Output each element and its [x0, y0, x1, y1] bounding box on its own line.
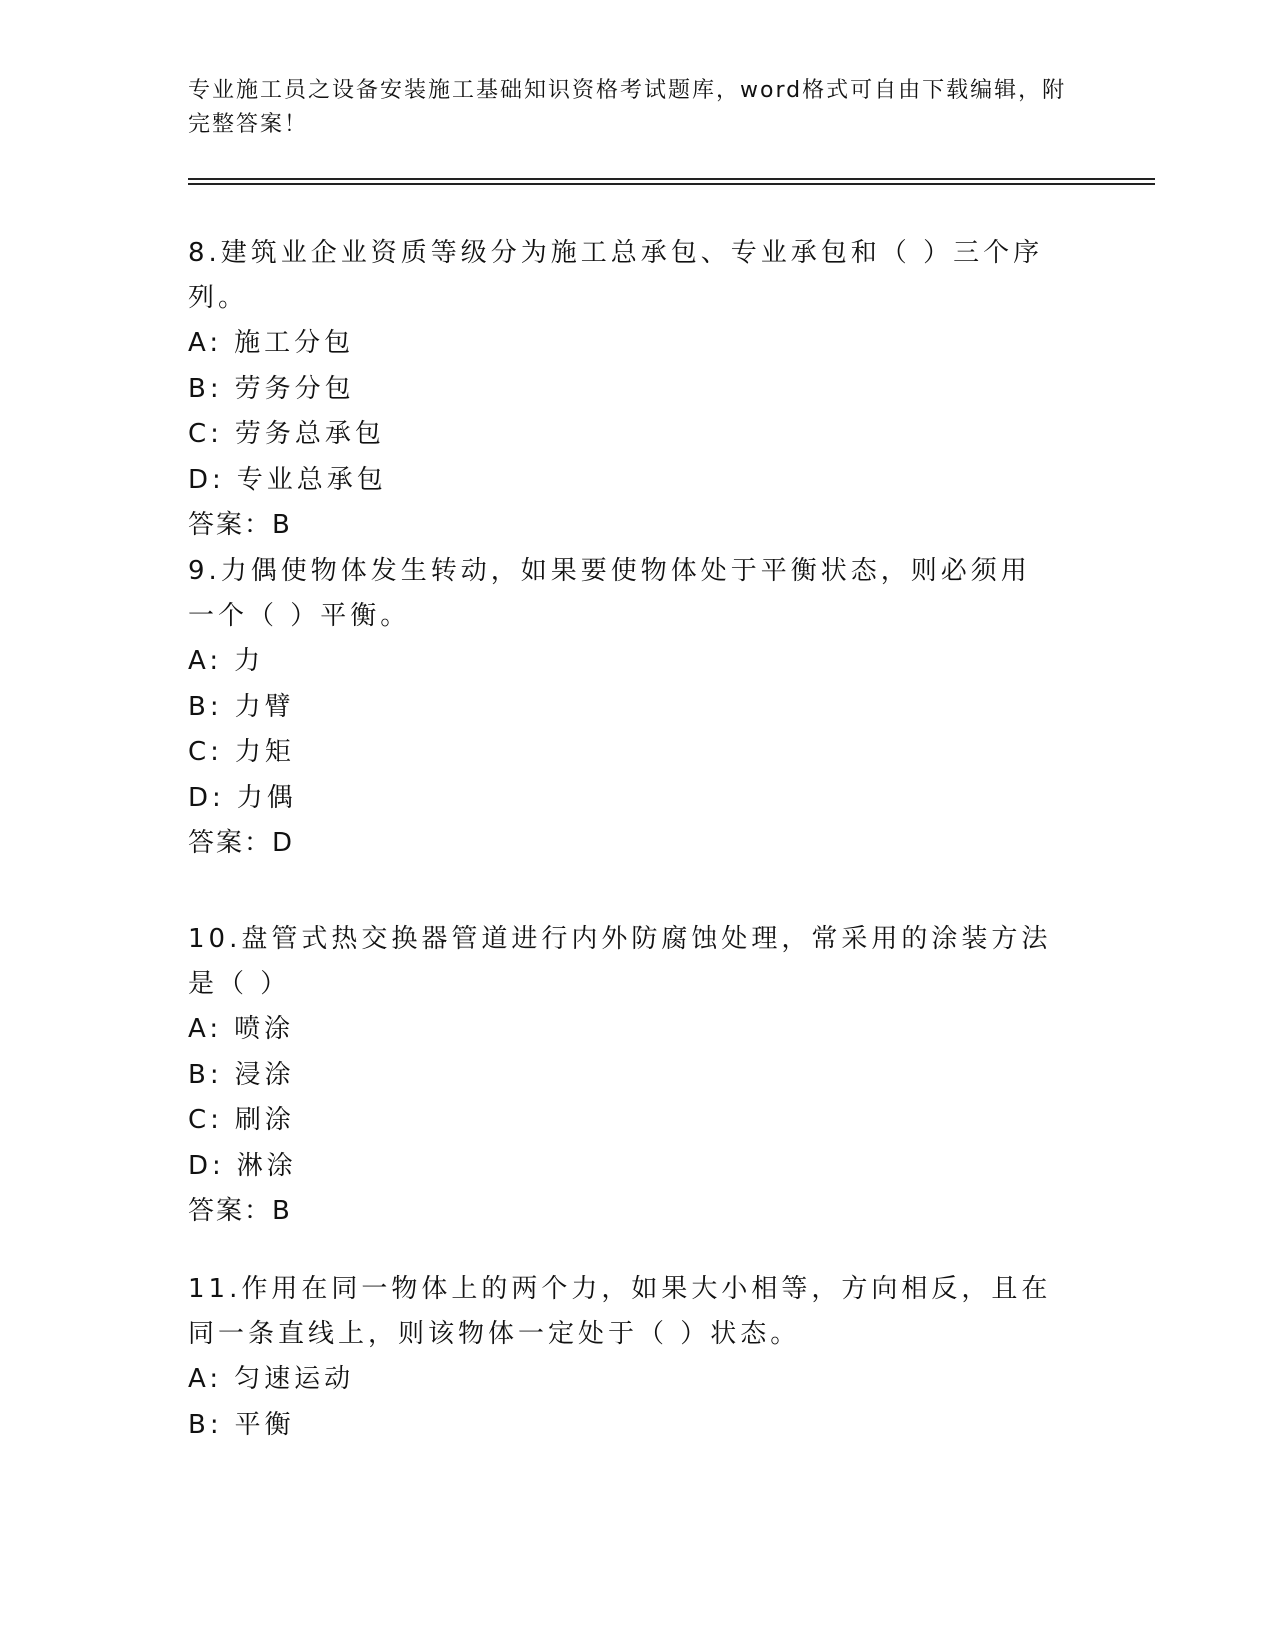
option-d: [188, 776, 1088, 822]
option-a: [188, 639, 1088, 685]
option-key: B:: [188, 1059, 223, 1090]
option-text: 刷涂: [234, 1105, 295, 1135]
option-key: D:: [188, 464, 225, 495]
question-11: [188, 1267, 1088, 1448]
option-key: B:: [188, 373, 223, 404]
option-text: 浸涂: [234, 1059, 295, 1090]
option-text: 劳务分包: [234, 373, 355, 404]
option-d: [188, 1144, 1088, 1190]
question-stem: 8.建筑业企业资质等级分为施工总承包、专业承包和（ ）三个序列。: [188, 238, 1044, 313]
question-10: [188, 917, 1088, 1235]
option-b: [188, 367, 1088, 413]
option-key: A:: [188, 328, 223, 358]
header-divider-top: [188, 178, 1155, 180]
option-key: A:: [188, 1014, 223, 1044]
option-b: [188, 1403, 1088, 1449]
option-a: [188, 1357, 1088, 1403]
header-divider-bottom: [188, 183, 1155, 185]
option-key: D:: [188, 1150, 225, 1181]
answer-line: 答案：B: [188, 1196, 292, 1226]
option-text: 平衡: [234, 1409, 295, 1440]
answer-line: 答案：B: [188, 510, 292, 540]
option-b: [188, 685, 1088, 731]
option-text: 劳务总承包: [234, 419, 385, 449]
option-a: [188, 1007, 1088, 1053]
option-key: C:: [188, 1105, 223, 1135]
question-8: [188, 231, 1088, 549]
question-stem: 10.盘管式热交换器管道进行内外防腐蚀处理，常采用的涂装方法是（ ）: [188, 924, 1052, 999]
question-stem: 9.力偶使物体发生转动，如果要使物体处于平衡状态，则必须用一个（ ）平衡。: [188, 556, 1031, 631]
option-key: C:: [188, 419, 223, 449]
option-text: 力偶: [236, 782, 297, 813]
option-text: 淋涂: [236, 1150, 297, 1181]
document-header: 专业施工员之设备安装施工基础知识资格考试题库，word格式可自由下载编辑，附完整答案！: [188, 78, 1067, 137]
option-key: D:: [188, 782, 225, 813]
option-d: [188, 458, 1088, 504]
option-text: 施工分包: [234, 328, 355, 358]
answer-line: 答案：D: [188, 828, 295, 858]
option-key: B:: [188, 691, 223, 722]
option-text: 力臂: [234, 691, 295, 722]
option-c: [188, 412, 1088, 458]
option-a: [188, 321, 1088, 367]
option-key: A:: [188, 646, 223, 676]
option-key: B:: [188, 1409, 223, 1440]
option-key: A:: [188, 1364, 223, 1394]
option-c: [188, 1098, 1088, 1144]
option-text: 专业总承包: [236, 464, 387, 495]
option-text: 喷涂: [234, 1014, 295, 1044]
option-c: [188, 730, 1088, 776]
option-key: C:: [188, 737, 223, 767]
question-9: [188, 549, 1088, 867]
option-text: 匀速运动: [234, 1364, 355, 1394]
question-stem: 11.作用在同一物体上的两个力，如果大小相等，方向相反，且在同一条直线上，则该物体一定处于（ ）状态。: [188, 1274, 1052, 1349]
option-text: 力: [234, 646, 265, 676]
option-text: 力矩: [234, 737, 295, 767]
option-b: [188, 1053, 1088, 1099]
